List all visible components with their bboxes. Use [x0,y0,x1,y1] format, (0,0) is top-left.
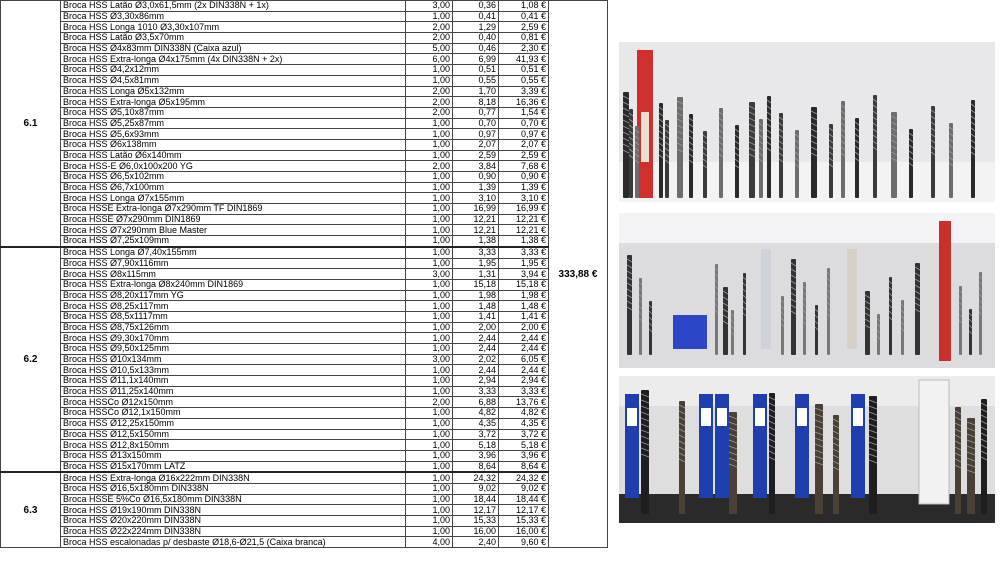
table-row [1,290,608,301]
item-description: Broca HSS Ø10,5x133mm [61,365,406,376]
red-tube [939,221,951,361]
table-row [1,43,608,54]
item-description: Broca HSS Ø5,10x87mm [61,107,406,118]
item-quantity: 1,00 [406,516,453,527]
item-unit-price: 9,02 [453,483,499,494]
table-row [1,365,608,376]
item-line-total: 5,18 € [499,440,549,451]
item-unit-price: 5,18 [453,440,499,451]
table-row [1,258,608,269]
package-label [701,408,711,426]
table-row [1,54,608,65]
item-unit-price: 0,55 [453,75,499,86]
table-row [1,161,608,172]
item-unit-price: 2,59 [453,150,499,161]
table-row [1,182,608,193]
item-quantity: 1,00 [406,75,453,86]
item-line-total: 3,72 € [499,429,549,440]
item-line-total: 15,33 € [499,516,549,527]
item-quantity: 1,00 [406,322,453,333]
item-quantity: 1,00 [406,279,453,290]
item-unit-price: 1,95 [453,258,499,269]
item-unit-price: 2,40 [453,537,499,548]
item-quantity: 1,00 [406,172,453,183]
package-label [755,408,765,426]
item-description: Broca HSSCo Ø12,1x150mm [61,408,406,419]
section-label: 6.3 [1,472,61,547]
item-line-total: 0,55 € [499,75,549,86]
section-label: 6.2 [1,247,61,472]
item-description: Broca HSS Ø8,25x117mm [61,301,406,312]
item-description: Broca HSS Extra-longa Ø8x240mm DIN1869 [61,279,406,290]
item-line-total: 9,02 € [499,483,549,494]
item-line-total: 16,00 € [499,526,549,537]
table-row [1,33,608,44]
item-quantity: 1,00 [406,150,453,161]
item-description: Broca HSS Longa Ø7,40x155mm [61,247,406,258]
item-line-total: 2,07 € [499,139,549,150]
item-description: Broca HSS Latão Ø6x140mm [61,150,406,161]
item-description: Broca HSS Ø3,30x86mm [61,11,406,22]
item-quantity: 1,00 [406,258,453,269]
item-quantity: 5,00 [406,43,453,54]
table-row [1,129,608,140]
table-row [1,322,608,333]
drill-bit [679,401,685,514]
item-unit-price: 16,00 [453,526,499,537]
item-unit-price: 1,29 [453,22,499,33]
item-description: Broca HSS Ø7x290mm Blue Master [61,225,406,236]
item-quantity: 2,00 [406,22,453,33]
item-description: Broca HSS Longa Ø7x155mm [61,193,406,204]
table-row [1,537,608,548]
item-description: Broca HSS Ø8x115mm [61,269,406,280]
table-row [1,494,608,505]
item-unit-price: 2,44 [453,333,499,344]
item-description: Broca HSS Ø10x134mm [61,354,406,365]
item-description: Broca HSS Ø6x138mm [61,139,406,150]
table-row [1,386,608,397]
table-row [1,429,608,440]
item-quantity: 1,00 [406,483,453,494]
table-row [1,225,608,236]
table-row [1,22,608,33]
item-unit-price: 4,35 [453,418,499,429]
item-quantity: 1,00 [406,301,453,312]
package-label [853,408,863,426]
drill-bit [627,255,632,355]
item-description: Broca HSS Ø6,5x102mm [61,172,406,183]
table-row [1,97,608,108]
item-unit-price: 3,33 [453,247,499,258]
item-description: Broca HSS Ø8,75x126mm [61,322,406,333]
item-unit-price: 12,17 [453,505,499,516]
item-line-total: 3,94 € [499,269,549,280]
plastic-tube [847,249,857,349]
item-line-total: 0,90 € [499,172,549,183]
table-row [1,472,608,483]
item-quantity: 1,00 [406,290,453,301]
item-description: Broca HSS Latão Ø3,5x70mm [61,33,406,44]
drill-bit [629,109,633,198]
item-unit-price: 1,98 [453,290,499,301]
item-quantity: 3,00 [406,1,453,12]
table-row [1,440,608,451]
table-row [1,505,608,516]
item-quantity: 1,00 [406,247,453,258]
drill-bits-photo-1 [619,42,995,202]
item-unit-price: 8,18 [453,97,499,108]
item-unit-price: 12,21 [453,214,499,225]
drill-bit [649,301,652,355]
item-description: Broca HSS Ø12,25x150mm [61,418,406,429]
item-quantity: 1,00 [406,376,453,387]
item-description: Broca HSS Ø4x83mm DIN338N (Caixa azul) [61,43,406,54]
package-label [627,408,637,426]
item-unit-price: 1,38 [453,236,499,247]
item-line-total: 2,59 € [499,22,549,33]
item-quantity: 2,00 [406,86,453,97]
item-description: Broca HSSE 5%Co Ø16,5x180mm DIN338N [61,494,406,505]
table-row [1,376,608,387]
item-description: Broca HSS Ø5,25x87mm [61,118,406,129]
box-label [641,112,649,162]
item-quantity: 1,00 [406,139,453,150]
item-description: Broca HSS Latão Ø3,0x61,5mm (2x DIN338N + 1x) [61,1,406,12]
item-description: Broca HSS Ø22x224mm DIN338N [61,526,406,537]
item-quantity: 1,00 [406,182,453,193]
table-body [1,1,608,548]
item-unit-price: 6,99 [453,54,499,65]
table-row [1,418,608,429]
drill-bit [873,95,877,198]
item-quantity: 1,00 [406,344,453,355]
item-description: Broca HSS Ø11,25x140mm [61,386,406,397]
item-line-total: 2,44 € [499,365,549,376]
table-row [1,279,608,290]
table-row [1,214,608,225]
item-description: Broca HSS Ø4,5x81mm [61,75,406,86]
item-description: Broca HSSE Ø7x290mm DIN1869 [61,214,406,225]
table-row [1,118,608,129]
item-quantity: 1,00 [406,118,453,129]
item-unit-price: 15,33 [453,516,499,527]
item-unit-price: 8,64 [453,461,499,472]
item-description: Broca HSS Ø5,6x93mm [61,129,406,140]
item-quantity: 3,00 [406,269,453,280]
drill-bit [677,97,683,198]
item-unit-price: 2,44 [453,365,499,376]
item-description: Broca HSS Ø8,5x1117mm [61,311,406,322]
item-line-total: 0,70 € [499,118,549,129]
item-line-total: 2,59 € [499,150,549,161]
item-description: Broca HSS Longa Ø5x132mm [61,86,406,97]
item-line-total: 41,93 € [499,54,549,65]
item-quantity: 1,00 [406,386,453,397]
table-row [1,408,608,419]
drill-bit [967,418,975,514]
item-quantity: 1,00 [406,65,453,76]
item-line-total: 7,68 € [499,161,549,172]
item-description: Broca HSSE Extra-longa Ø7x290mm TF DIN1869 [61,204,406,215]
item-quantity: 1,00 [406,461,453,472]
item-quantity: 1,00 [406,365,453,376]
table-row [1,461,608,472]
item-description: Broca HSS Ø9,50x125mm [61,344,406,355]
item-quantity: 1,00 [406,450,453,461]
table-row [1,150,608,161]
item-unit-price: 2,02 [453,354,499,365]
item-unit-price: 1,31 [453,269,499,280]
item-quantity: 4,00 [406,537,453,548]
drill-bit [901,300,904,355]
item-line-total: 3,39 € [499,86,549,97]
item-description: Broca HSS Ø7,25x109mm [61,236,406,247]
item-quantity: 2,00 [406,33,453,44]
item-line-total: 12,17 € [499,505,549,516]
item-quantity: 1,00 [406,193,453,204]
item-unit-price: 12,21 [453,225,499,236]
item-unit-price: 2,94 [453,376,499,387]
table-row [1,311,608,322]
table-row [1,75,608,86]
drill-bit [729,412,737,514]
table-row [1,344,608,355]
table-row [1,450,608,461]
table-row [1,247,608,258]
item-description: Broca HSS Ø12,5x150mm [61,429,406,440]
item-line-total: 1,38 € [499,236,549,247]
photo-floor [619,162,995,202]
item-description: Broca HSSCo Ø12x150mm [61,397,406,408]
item-quantity: 2,00 [406,97,453,108]
item-description: Broca HSS Extra-longa Ø16x222mm DIN338N [61,472,406,483]
drill-bit [811,107,817,198]
item-line-total: 3,10 € [499,193,549,204]
item-description: Broca HSS Ø19x190mm DIN338N [61,505,406,516]
item-description: Broca HSS escalonadas p/ desbaste Ø18,6-Ø21,5 (Caixa branca) [61,537,406,548]
table-row [1,193,608,204]
item-description: Broca HSS Ø13x150mm [61,450,406,461]
item-unit-price: 3,10 [453,193,499,204]
table-row [1,65,608,76]
item-description: Broca HSS Ø15x170mm LATZ [61,461,406,472]
item-description: Broca HSS Extra-longa Ø4x175mm (4x DIN338N + 2x) [61,54,406,65]
section-label: 6.1 [1,1,61,247]
item-unit-price: 0,77 [453,107,499,118]
photo-wall [619,213,995,243]
item-quantity: 1,00 [406,333,453,344]
item-unit-price: 0,36 [453,1,499,12]
item-line-total: 2,30 € [499,43,549,54]
item-description: Broca HSS Ø4,2x12mm [61,65,406,76]
package-label [797,408,807,426]
item-description: Broca HSS Ø16,5x180mm DIN338N [61,483,406,494]
package-label [717,408,727,426]
item-unit-price: 0,70 [453,118,499,129]
item-unit-price: 16,99 [453,204,499,215]
item-quantity: 2,00 [406,107,453,118]
item-unit-price: 3,72 [453,429,499,440]
item-line-total: 2,94 € [499,376,549,387]
table-row [1,483,608,494]
grand-total: 333,88 € [549,1,608,548]
drill-bit [791,259,796,355]
item-line-total: 0,97 € [499,129,549,140]
table-row [1,516,608,527]
item-unit-price: 1,39 [453,182,499,193]
item-quantity: 1,00 [406,11,453,22]
table-row [1,301,608,312]
item-unit-price: 6,88 [453,397,499,408]
item-description: Broca HSS-E Ø6,0x100x200 YG [61,161,406,172]
item-line-total: 15,18 € [499,279,549,290]
item-description: Broca HSS Ø20x220mm DIN338N [61,516,406,527]
item-unit-price: 1,48 [453,301,499,312]
item-line-total: 1,41 € [499,311,549,322]
item-quantity: 1,00 [406,418,453,429]
item-unit-price: 0,97 [453,129,499,140]
item-line-total: 0,41 € [499,11,549,22]
item-line-total: 1,08 € [499,1,549,12]
item-quantity: 1,00 [406,225,453,236]
item-quantity: 1,00 [406,311,453,322]
item-line-total: 12,21 € [499,214,549,225]
item-line-total: 9,60 € [499,537,549,548]
item-description: Broca HSS Extra-longa Ø5x195mm [61,97,406,108]
item-line-total: 4,35 € [499,418,549,429]
white-box [919,380,949,504]
item-quantity: 6,00 [406,54,453,65]
item-unit-price: 3,33 [453,386,499,397]
item-line-total: 16,36 € [499,97,549,108]
item-line-total: 1,95 € [499,258,549,269]
item-line-total: 1,48 € [499,301,549,312]
table-row [1,86,608,97]
item-quantity: 1,00 [406,440,453,451]
table-row [1,1,608,12]
item-unit-price: 1,70 [453,86,499,97]
item-quantity: 1,00 [406,129,453,140]
item-description: Broca HSS Ø6,7x100mm [61,182,406,193]
item-line-total: 13,76 € [499,397,549,408]
item-unit-price: 3,96 [453,450,499,461]
table-row [1,11,608,22]
item-unit-price: 4,82 [453,408,499,419]
item-description: Broca HSS Longa 1010 Ø3,30x107mm [61,22,406,33]
item-description: Broca HSS Ø12,8x150mm [61,440,406,451]
item-line-total: 0,51 € [499,65,549,76]
table-row [1,204,608,215]
blue-bit-box [673,315,707,349]
drill-bits-photo-3 [619,376,995,523]
item-unit-price: 0,41 [453,11,499,22]
item-unit-price: 3,84 [453,161,499,172]
item-quantity: 1,00 [406,429,453,440]
plastic-tube [761,249,771,349]
item-line-total: 2,44 € [499,344,549,355]
item-quantity: 1,00 [406,505,453,516]
item-line-total: 6,05 € [499,354,549,365]
item-quantity: 3,00 [406,354,453,365]
drill-bits-photo-2 [619,213,995,368]
item-line-total: 16,99 € [499,204,549,215]
item-unit-price: 24,32 [453,472,499,483]
item-unit-price: 0,46 [453,43,499,54]
item-line-total: 3,96 € [499,450,549,461]
item-quantity: 1,00 [406,526,453,537]
item-unit-price: 2,07 [453,139,499,150]
item-unit-price: 18,44 [453,494,499,505]
item-line-total: 4,82 € [499,408,549,419]
table-row [1,397,608,408]
item-line-total: 1,98 € [499,290,549,301]
item-quantity: 1,00 [406,204,453,215]
item-description: Broca HSS Ø9,30x170mm [61,333,406,344]
table-row [1,526,608,537]
item-line-total: 2,00 € [499,322,549,333]
drill-bit [865,291,870,355]
table-row [1,139,608,150]
table-row [1,172,608,183]
item-unit-price: 1,41 [453,311,499,322]
table-row [1,269,608,280]
drill-bit [719,108,723,198]
item-line-total: 8,64 € [499,461,549,472]
item-description: Broca HSS Ø11,1x140mm [61,376,406,387]
item-line-total: 12,21 € [499,225,549,236]
drill-bit [715,264,718,355]
item-quantity: 1,00 [406,494,453,505]
item-unit-price: 0,51 [453,65,499,76]
table-row [1,236,608,247]
item-quantity: 1,00 [406,214,453,225]
item-quantity: 1,00 [406,236,453,247]
item-unit-price: 2,00 [453,322,499,333]
item-line-total: 18,44 € [499,494,549,505]
item-quantity: 2,00 [406,161,453,172]
item-unit-price: 0,40 [453,33,499,44]
item-description: Broca HSS Ø8,20x117mm YG [61,290,406,301]
table-row [1,333,608,344]
item-unit-price: 2,44 [453,344,499,355]
table-row [1,354,608,365]
item-unit-price: 15,18 [453,279,499,290]
drill-bit [833,415,839,514]
item-line-total: 3,33 € [499,247,549,258]
drill-bit [767,96,771,198]
item-line-total: 0,81 € [499,33,549,44]
table-row [1,107,608,118]
item-line-total: 1,54 € [499,107,549,118]
item-unit-price: 0,90 [453,172,499,183]
item-line-total: 1,39 € [499,182,549,193]
item-line-total: 3,33 € [499,386,549,397]
item-quantity: 2,00 [406,397,453,408]
item-quantity: 1,00 [406,408,453,419]
item-line-total: 2,44 € [499,333,549,344]
drill-bit [749,102,755,198]
item-line-total: 24,32 € [499,472,549,483]
item-description: Broca HSS Ø7,90x116mm [61,258,406,269]
item-quantity: 1,00 [406,472,453,483]
drill-bit [623,92,629,198]
